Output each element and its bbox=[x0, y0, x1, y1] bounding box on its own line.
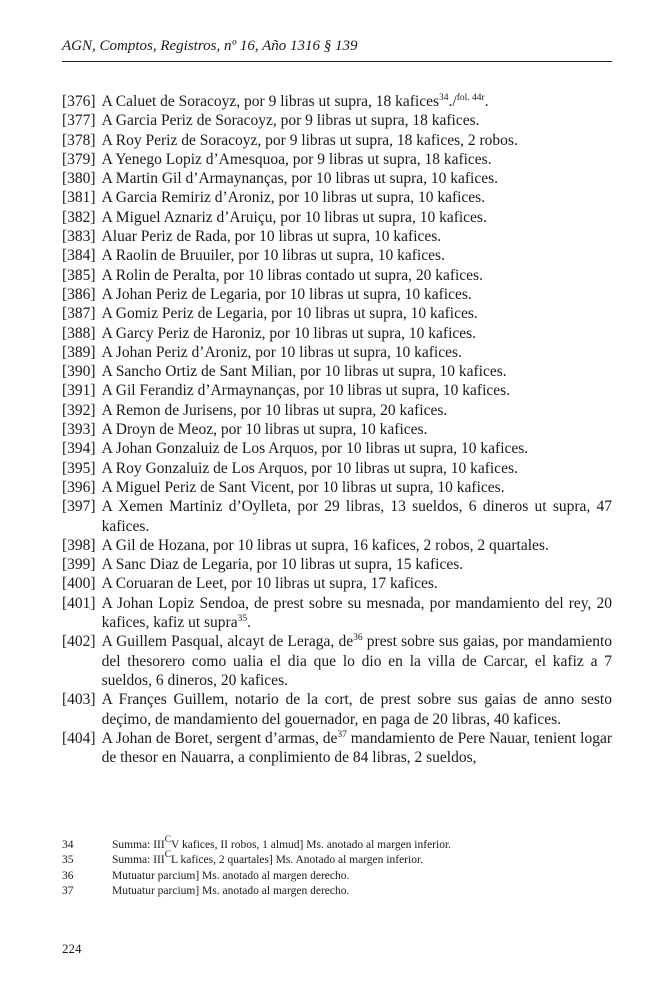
entry-number: [384] bbox=[62, 247, 96, 265]
superscript-note: 37 bbox=[337, 729, 347, 740]
footnote bbox=[62, 835, 612, 853]
text-segment: Summa: III bbox=[112, 854, 165, 867]
text-segment: prest sobre sus gaias, por mandamiento del thesorero como ualia el dia que lo dio en la villa de Carcar, el kafiz a 7 sueldos, 6 dineros, 20 kafices. bbox=[101, 633, 613, 689]
register-entry bbox=[62, 439, 612, 458]
text-segment: Mutuatur parcium] Ms. anotado al margen derecho. bbox=[112, 869, 350, 882]
entry-number: [383] bbox=[62, 228, 96, 246]
entry-text bbox=[96, 227, 612, 246]
text-segment: A Guillem Pasqual, alcayt de Leraga, de bbox=[101, 633, 354, 651]
superscript-note: 36 bbox=[353, 633, 363, 644]
text-segment: A Gomiz Periz de Legaria, por 10 libras ut supra, 10 kafices. bbox=[101, 305, 478, 323]
entry-text bbox=[96, 574, 612, 593]
entry-text bbox=[96, 304, 612, 323]
footnote bbox=[62, 869, 612, 884]
text-segment: A Raolin de Bruuiler, por 10 libras ut supra, 10 kafices. bbox=[101, 247, 445, 265]
superscript-note: 34 bbox=[439, 93, 449, 103]
text-segment: A Johan Periz d’Aroniz, por 10 libras ut supra, 10 kafices. bbox=[101, 343, 462, 361]
register-entry bbox=[62, 188, 612, 207]
text-segment: A Roy Periz de Soracoyz, por 9 libras ut supra, 18 kafices, 2 robos. bbox=[101, 131, 518, 149]
entry-number: [387] bbox=[62, 305, 96, 323]
entry-text bbox=[96, 381, 612, 400]
register-entry bbox=[62, 92, 612, 111]
entry-text bbox=[96, 208, 612, 227]
register-entry bbox=[62, 381, 612, 400]
superscript-note: fol. 44r bbox=[456, 93, 485, 103]
footnote-text bbox=[112, 884, 612, 899]
text-segment: A Caluet de Soracoyz, por 9 libras ut supra, 18 kafices bbox=[101, 93, 440, 110]
entry-text bbox=[96, 420, 612, 439]
text-segment: A Roy Gonzaluiz de Los Arquos, por 10 libras ut supra, 10 kafices. bbox=[101, 459, 518, 477]
entry-number: [404] bbox=[62, 729, 96, 747]
register-entry bbox=[62, 632, 612, 690]
register-entries bbox=[62, 92, 612, 767]
entry-number: [389] bbox=[62, 343, 96, 361]
entry-number: [403] bbox=[62, 691, 96, 709]
register-entry bbox=[62, 497, 612, 536]
text-segment: A Rolin de Peralta, por 10 libras contado ut supra, 20 kafices. bbox=[101, 266, 483, 284]
entry-number: [388] bbox=[62, 324, 96, 342]
footnote-text bbox=[112, 835, 612, 853]
page-number: 224 bbox=[62, 941, 82, 956]
register-entry bbox=[62, 729, 612, 768]
register-entry bbox=[62, 536, 612, 555]
entry-number: [402] bbox=[62, 633, 96, 651]
entry-text bbox=[96, 150, 612, 169]
entry-number: [391] bbox=[62, 382, 96, 400]
entry-text bbox=[96, 690, 612, 729]
entry-text bbox=[96, 401, 612, 420]
entry-text bbox=[96, 594, 612, 633]
text-segment: A Garcy Periz de Haroniz, por 10 libras ut supra, 10 kafices. bbox=[101, 324, 477, 342]
register-entry bbox=[62, 574, 612, 593]
header-rule bbox=[62, 61, 612, 62]
text-segment: . bbox=[247, 614, 251, 632]
text-segment: A Garcia Remiriz d’Aroniz, por 10 libras ut supra, 10 kafices. bbox=[101, 189, 486, 207]
entry-number: [393] bbox=[62, 421, 96, 439]
register-entry bbox=[62, 246, 612, 265]
entry-number: [381] bbox=[62, 189, 96, 207]
superscript-note: C bbox=[164, 835, 172, 845]
entry-text bbox=[96, 266, 612, 285]
entry-text bbox=[96, 632, 612, 690]
text-segment: . bbox=[484, 93, 489, 110]
register-entry bbox=[62, 208, 612, 227]
entry-text bbox=[96, 729, 612, 768]
entry-text bbox=[96, 285, 612, 304]
superscript-note: C bbox=[164, 850, 172, 861]
text-segment: Summa: III bbox=[112, 839, 165, 851]
text-segment: A Coruaran de Leet, por 10 libras ut supra, 17 kafices. bbox=[101, 575, 438, 593]
register-entry bbox=[62, 690, 612, 729]
register-entry bbox=[62, 324, 612, 343]
text-segment: A Gil Ferandiz d’Armaynanças, por 10 libras ut supra, 10 kafices. bbox=[101, 382, 511, 400]
text-segment: A Johan de Boret, sergent d’armas, de bbox=[101, 729, 338, 747]
text-segment: mandamiento de Pere Nauar, tenient logar de thesor en Nauarra, a conplimiento de 84 libras, 2 sueldos, bbox=[101, 729, 612, 767]
text-segment: A Françes Guillem, notario de la cort, de prest sobre sus gaias de anno sesto deçimo, de mandamiento del gouernador, en paga de 20 libras, 40 kafices. bbox=[101, 691, 612, 728]
text-segment: A Sanc Diaz de Legaria, por 10 libras ut supra, 15 kafices. bbox=[101, 556, 464, 574]
entry-number: [378] bbox=[62, 131, 96, 149]
register-entry bbox=[62, 266, 612, 285]
register-entry bbox=[62, 131, 612, 150]
text-segment: L kafices, 2 quartales] Ms. Anotado al margen inferior. bbox=[171, 854, 424, 867]
register-entry bbox=[62, 111, 612, 130]
entry-number: [395] bbox=[62, 459, 96, 477]
register-entry bbox=[62, 478, 612, 497]
entry-text bbox=[96, 497, 612, 536]
entry-number: [392] bbox=[62, 401, 96, 419]
text-segment: V kafices, II robos, 1 almud] Ms. anotado al margen inferior. bbox=[171, 839, 452, 851]
entry-number: [399] bbox=[62, 556, 96, 574]
footnotes bbox=[62, 835, 612, 900]
register-entry bbox=[62, 362, 612, 381]
footnote bbox=[62, 884, 612, 899]
text-segment: A Johan Gonzaluiz de Los Arquos, por 10 libras ut supra, 10 kafices. bbox=[101, 440, 529, 458]
text-segment: A Remon de Jurisens, por 10 libras ut supra, 20 kafices. bbox=[101, 401, 448, 419]
entry-text bbox=[96, 536, 612, 555]
text-segment: A Johan Lopiz Sendoa, de prest sobre su mesnada, por mandamiento del rey, 20 kafices, kafiz ut supra bbox=[101, 594, 612, 632]
entry-text bbox=[96, 92, 612, 111]
register-entry bbox=[62, 169, 612, 188]
register-entry bbox=[62, 594, 612, 633]
entry-text bbox=[96, 343, 612, 362]
entry-text bbox=[96, 459, 612, 478]
entry-number: [390] bbox=[62, 363, 96, 381]
entry-number: [386] bbox=[62, 285, 96, 303]
entry-number: [397] bbox=[62, 498, 96, 516]
register-entry bbox=[62, 555, 612, 574]
entry-text bbox=[96, 324, 612, 343]
entry-text bbox=[96, 555, 612, 574]
text-segment: A Droyn de Meoz, por 10 libras ut supra, 10 kafices. bbox=[101, 421, 428, 439]
register-entry bbox=[62, 343, 612, 362]
footnote-text bbox=[112, 850, 612, 868]
text-segment: A Yenego Lopiz d’Amesquoa, por 9 libras ut supra, 18 kafices. bbox=[101, 150, 492, 168]
footnote-number: 34 bbox=[62, 839, 74, 851]
text-segment: A Gil de Hozana, por 10 libras ut supra, 16 kafices, 2 robos, 2 quartales. bbox=[101, 536, 549, 554]
entry-text bbox=[96, 169, 612, 188]
entry-number: [382] bbox=[62, 208, 96, 226]
entry-text bbox=[96, 111, 612, 130]
register-entry bbox=[62, 401, 612, 420]
entry-number: [380] bbox=[62, 170, 96, 188]
footnote bbox=[62, 850, 612, 868]
superscript-note: 35 bbox=[237, 614, 248, 625]
entry-text bbox=[96, 188, 612, 207]
register-entry bbox=[62, 420, 612, 439]
text-segment: A Sancho Ortiz de Sant Milian, por 10 libras ut supra, 10 kafices. bbox=[101, 363, 507, 381]
text-segment: A Miguel Periz de Sant Vicent, por 10 libras ut supra, 10 kafices. bbox=[101, 478, 505, 496]
text-segment: A Miguel Aznariz d’Aruiçu, por 10 libras ut supra, 10 kafices. bbox=[101, 208, 487, 226]
text-segment: A Xemen Martiniz d’Oylleta, por 29 libras, 13 sueldos, 6 dineros ut supra, 47 kafices. bbox=[101, 498, 612, 535]
register-entry bbox=[62, 227, 612, 246]
text-segment: Aluar Periz de Rada, por 10 libras ut supra, 10 kafices. bbox=[101, 228, 442, 246]
entry-number: [400] bbox=[62, 575, 96, 593]
entry-number: [377] bbox=[62, 112, 96, 130]
entry-number: [394] bbox=[62, 440, 96, 458]
entry-number: [385] bbox=[62, 266, 96, 284]
register-entry bbox=[62, 285, 612, 304]
entry-number: [398] bbox=[62, 536, 96, 554]
footnote-text bbox=[112, 869, 612, 884]
entry-number: [379] bbox=[62, 150, 96, 168]
footnote-number: 37 bbox=[62, 885, 74, 898]
text-segment: A Garcia Periz de Soracoyz, por 9 libras ut supra, 18 kafices. bbox=[101, 112, 480, 130]
running-header: AGN, Comptos, Registros, nº 16, Año 1316 § 139 bbox=[62, 38, 358, 54]
register-entry bbox=[62, 459, 612, 478]
register-entry bbox=[62, 304, 612, 323]
text-segment: A Martin Gil d’Armaynanças, por 10 libras ut supra, 10 kafices. bbox=[101, 170, 499, 188]
footnote-number: 36 bbox=[62, 869, 74, 882]
text-segment: A Johan Periz de Legaria, por 10 libras ut supra, 10 kafices. bbox=[101, 285, 472, 303]
entry-text bbox=[96, 439, 612, 458]
entry-number: [396] bbox=[62, 478, 96, 496]
text-segment: ./ bbox=[448, 93, 457, 110]
footnote-number: 35 bbox=[62, 854, 74, 867]
register-entry bbox=[62, 150, 612, 169]
entry-text bbox=[96, 478, 612, 497]
entry-text bbox=[96, 362, 612, 381]
entry-text bbox=[96, 131, 612, 150]
entry-number: [401] bbox=[62, 594, 96, 612]
entry-number: [376] bbox=[62, 93, 96, 110]
text-segment: Mutuatur parcium] Ms. anotado al margen derecho. bbox=[112, 885, 350, 898]
entry-text bbox=[96, 246, 612, 265]
